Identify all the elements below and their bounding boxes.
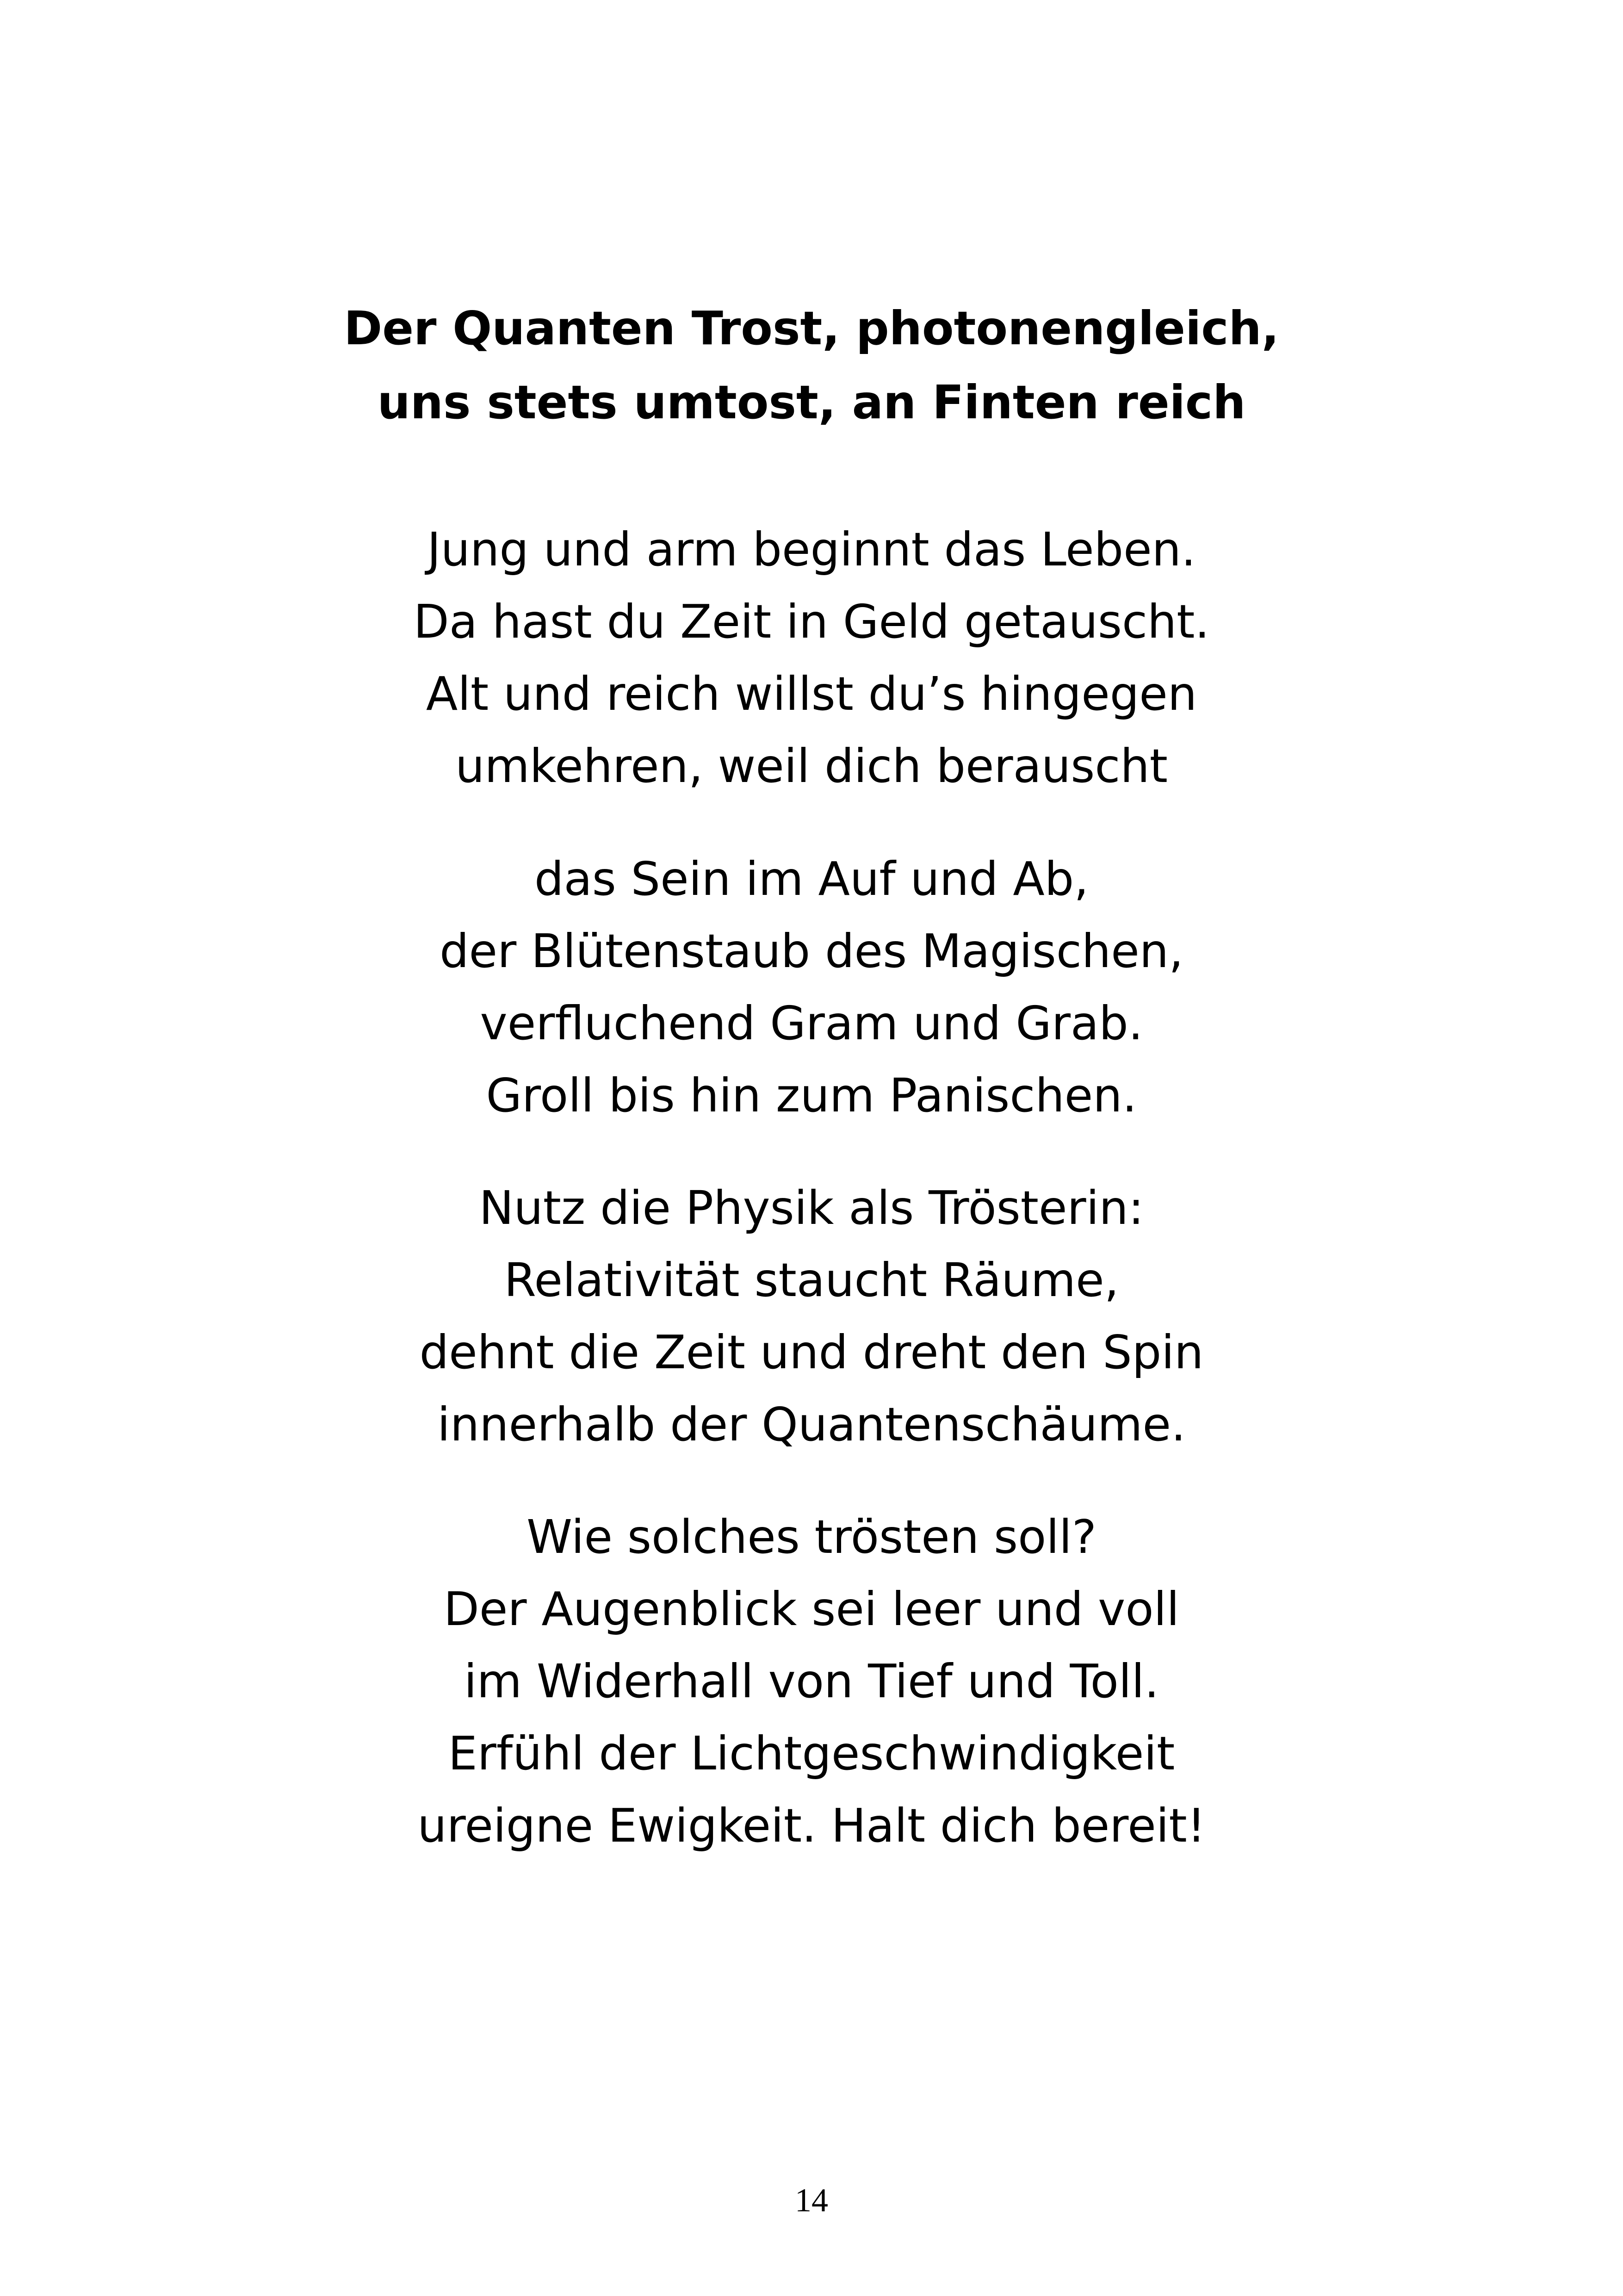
- stanza-4: [0, 1501, 1623, 1862]
- verse-line: das Sein im Auf und Ab,: [534, 852, 1089, 906]
- poem-title: [0, 292, 1623, 440]
- title-line: uns stets umtost, an Finten reich: [377, 375, 1246, 429]
- stanza-3: [0, 1172, 1623, 1461]
- title-line: Der Quanten Trost, photonengleich,: [344, 301, 1279, 355]
- verse-line: der Blütenstaub des Magischen,: [440, 924, 1183, 978]
- verse-line: Jung und arm beginnt das Leben.: [427, 522, 1196, 577]
- verse-line: Erfühl der Lichtgeschwindigkeit: [448, 1726, 1175, 1781]
- verse-line: im Widerhall von Tief und Toll.: [464, 1654, 1159, 1708]
- verse-line: umkehren, weil dich berauscht: [455, 739, 1168, 793]
- verse-line: verfluchend Gram und Grab.: [480, 996, 1143, 1050]
- verse-line: Da hast du Zeit in Geld getauscht.: [413, 595, 1210, 649]
- verse-line: ureigne Ewigkeit. Halt dich bereit!: [417, 1799, 1206, 1853]
- verse-line: Der Augenblick sei leer und voll: [443, 1582, 1180, 1636]
- stanza-2: [0, 843, 1623, 1132]
- stanza-1: [0, 514, 1623, 802]
- verse-line: Nutz die Physik als Trösterin:: [479, 1181, 1144, 1235]
- verse-line: Alt und reich willst du’s hingegen: [426, 667, 1197, 721]
- verse-line: Relativität staucht Räume,: [504, 1253, 1119, 1307]
- verse-line: innerhalb der Quantenschäume.: [437, 1397, 1186, 1452]
- verse-line: dehnt die Zeit und dreht den Spin: [419, 1325, 1204, 1379]
- verse-line: Groll bis hin zum Panischen.: [486, 1068, 1137, 1123]
- page-number: 14: [795, 2182, 828, 2219]
- verse-line: Wie solches trösten soll?: [527, 1510, 1096, 1564]
